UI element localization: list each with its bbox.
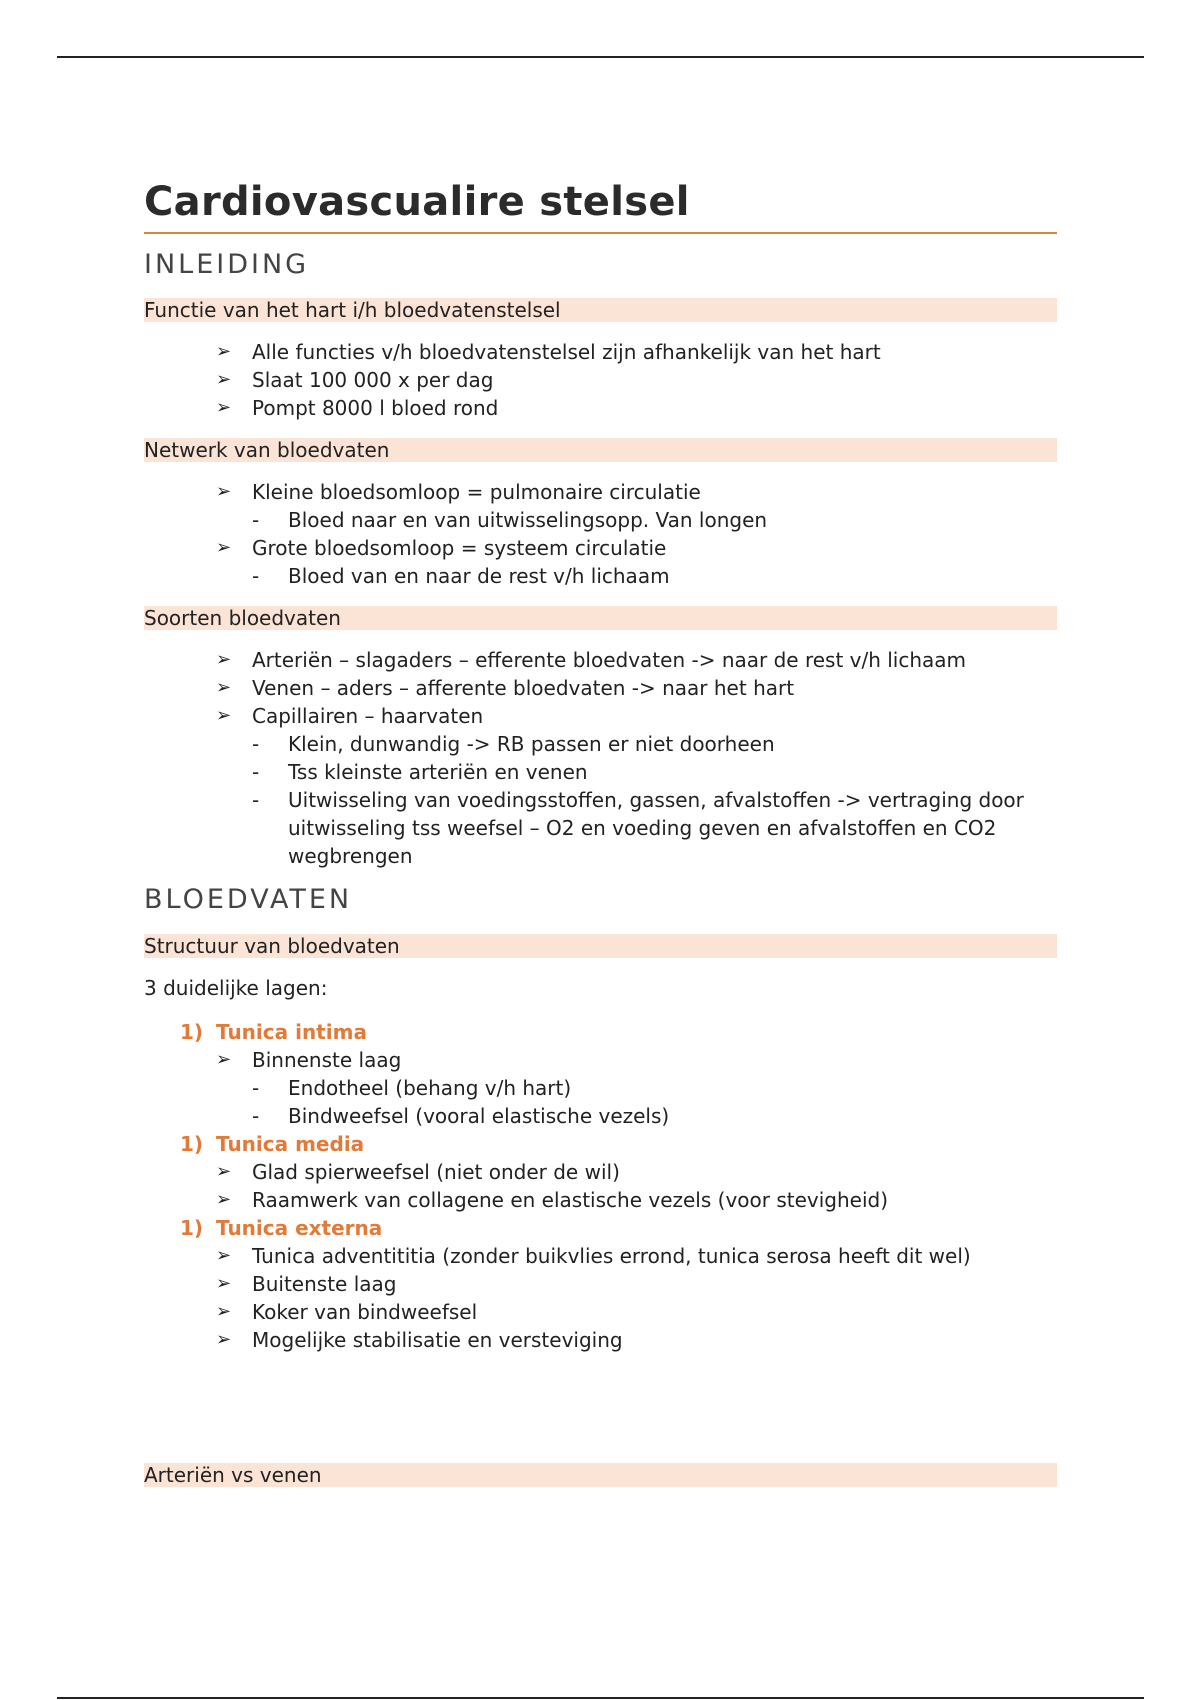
list-item: ➢ Venen – aders – afferente bloedvaten -> naar het hart [216,676,795,700]
list-item: ➢ Glad spierweefsel (niet onder de wil) [216,1160,620,1184]
media-list [144,1158,1057,1214]
list-item: ➢ Kleine bloedsomloop = pulmonaire circulatie [216,480,701,504]
list-item: ➢ Grote bloedsomloop = systeem circulatie [216,536,667,560]
dash-bullet-icon: - [252,788,260,812]
dash-bullet-icon: - [252,1104,260,1128]
sub-list-item: - Endotheel (behang v/h hart) [252,1076,572,1100]
numbered-heading-externa: 1) Tunica externa [180,1216,383,1240]
document-body [144,176,1057,1487]
arrow-bullet-icon: ➢ [216,537,232,558]
arrow-bullet-icon: ➢ [216,677,232,698]
intima-sublist [144,1074,1057,1130]
structuur-intro: 3 duidelijke lagen: [144,976,328,1000]
dash-bullet-icon: - [252,732,260,756]
sub-list-item: - Tss kleinste arteriën en venen [252,760,588,784]
list-item: ➢ Raamwerk van collagene en elastische vezels (voor stevigheid) [216,1188,889,1212]
arrow-bullet-icon: ➢ [216,1329,232,1350]
dash-bullet-icon: - [252,1076,260,1100]
list-item: ➢ Slaat 100 000 x per dag [216,368,494,392]
dash-bullet-icon: - [252,508,260,532]
subheading-netwerk: Netwerk van bloedvaten [144,438,1057,462]
arrow-bullet-icon: ➢ [216,1301,232,1322]
externa-list [144,1242,1057,1354]
arrow-bullet-icon: ➢ [216,1273,232,1294]
soorten-list [144,646,1057,730]
arrow-bullet-icon: ➢ [216,369,232,390]
netwerk-sublist-2 [144,562,1057,590]
netwerk-sublist [144,506,1057,534]
sub-list-item: - Bloed naar en van uitwisselingsopp. Van longen [252,508,768,532]
subheading-soorten: Soorten bloedvaten [144,606,1057,630]
arrow-bullet-icon: ➢ [216,649,232,670]
list-item: ➢ Binnenste laag [216,1048,402,1072]
page-title: Cardiovascualire stelsel [144,176,1057,234]
list-item: ➢ Koker van bindweefsel [216,1300,478,1324]
subheading-arterien-vs-venen: Arteriën vs venen [144,1463,1057,1487]
sub-list-item: - Bindweefsel (vooral elastische vezels) [252,1104,670,1128]
section-heading-bloedvaten: BLOEDVATEN [144,884,353,915]
numbered-heading-intima: 1) Tunica intima [180,1020,367,1044]
list-item: ➢ Arteriën – slagaders – efferente bloedvaten -> naar de rest v/h lichaam [216,648,967,672]
arrow-bullet-icon: ➢ [216,481,232,502]
functie-list [144,338,1057,422]
list-item: ➢ Capillairen – haarvaten [216,704,484,728]
arrow-bullet-icon: ➢ [216,1161,232,1182]
subheading-functie: Functie van het hart i/h bloedvatenstelsel [144,298,1057,322]
arrow-bullet-icon: ➢ [216,705,232,726]
sub-list-item: - Bloed van en naar de rest v/h lichaam [252,564,670,588]
numbered-heading-media: 1) Tunica media [180,1132,365,1156]
page-top-rule [57,56,1144,58]
netwerk-list-2 [144,534,1057,562]
list-item: ➢ Mogelijke stabilisatie en versteviging [216,1328,623,1352]
arrow-bullet-icon: ➢ [216,341,232,362]
list-item: ➢ Alle functies v/h bloedvatenstelsel zijn afhankelijk van het hart [216,340,881,364]
sub-list-item: - Uitwisseling van voedingsstoffen, gassen, afvalstoffen -> vertraging door uitwisseling tss weefsel – O2 en voeding geven en afvalstoffen en CO2 wegbrengen [252,788,1024,868]
list-item: ➢ Pompt 8000 l bloed rond [216,396,499,420]
list-item: ➢ Buitenste laag [216,1272,397,1296]
section-heading-inleiding: INLEIDING [144,249,310,280]
dash-bullet-icon: - [252,564,260,588]
capillairen-sublist [144,730,1057,870]
sub-list-item: - Klein, dunwandig -> RB passen er niet doorheen [252,732,775,756]
arrow-bullet-icon: ➢ [216,397,232,418]
dash-bullet-icon: - [252,760,260,784]
netwerk-list [144,478,1057,506]
arrow-bullet-icon: ➢ [216,1189,232,1210]
arrow-bullet-icon: ➢ [216,1049,232,1070]
intima-list [144,1046,1057,1074]
arrow-bullet-icon: ➢ [216,1245,232,1266]
list-item: ➢ Tunica adventititia (zonder buikvlies errond, tunica serosa heeft dit wel) [216,1244,971,1268]
page-bottom-rule [57,1697,1144,1699]
subheading-structuur: Structuur van bloedvaten [144,934,1057,958]
